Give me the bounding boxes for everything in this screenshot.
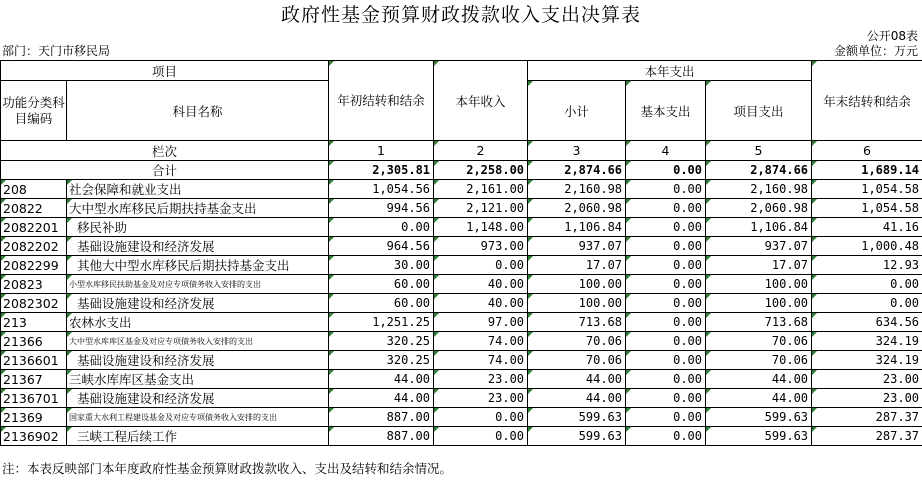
table-row xyxy=(1,389,922,408)
row-subject-name: 基础设施建设和经济发展 xyxy=(67,237,329,256)
row-value: 40.00 xyxy=(434,275,528,294)
row-value: 964.56 xyxy=(329,237,434,256)
row-value: 0.00 xyxy=(626,199,706,218)
row-value: 2,060.98 xyxy=(528,199,626,218)
row-value: 887.00 xyxy=(329,408,434,427)
row-value: 1,148.00 xyxy=(434,218,528,237)
row-code: 2136601 xyxy=(1,351,67,370)
row-value: 60.00 xyxy=(329,275,434,294)
row-value: 74.00 xyxy=(434,332,528,351)
column-number: 5 xyxy=(706,141,812,161)
header-subject-name: 科目名称 xyxy=(67,81,329,141)
row-code: 21369 xyxy=(1,408,67,427)
row-value: 994.56 xyxy=(329,199,434,218)
footer-note: 注：本表反映部门本年度政府性基金预算财政拨款收入、支出及结转和结余情况。 xyxy=(2,461,453,476)
header-subtotal: 小计 xyxy=(528,81,626,141)
row-subject-name: 基础设施建设和经济发展 xyxy=(67,389,329,408)
row-value: 1,000.48 xyxy=(812,237,922,256)
row-subject-name: 农林水支出 xyxy=(67,313,329,332)
row-code: 2082302 xyxy=(1,294,67,313)
row-value: 70.06 xyxy=(528,351,626,370)
row-value: 74.00 xyxy=(434,351,528,370)
total-value: 1,689.14 xyxy=(812,161,922,180)
row-code: 2136701 xyxy=(1,389,67,408)
row-value: 973.00 xyxy=(434,237,528,256)
total-value: 2,874.66 xyxy=(706,161,812,180)
row-value: 30.00 xyxy=(329,256,434,275)
row-value: 100.00 xyxy=(706,294,812,313)
row-value: 713.68 xyxy=(528,313,626,332)
row-subject-name: 三峡工程后续工作 xyxy=(67,427,329,446)
column-number: 1 xyxy=(329,141,434,161)
row-code: 208 xyxy=(1,180,67,199)
row-value: 0.00 xyxy=(626,332,706,351)
row-value: 0.00 xyxy=(626,294,706,313)
table-row xyxy=(1,237,922,256)
row-subject-name: 大中型水库库区基金及对应专项债务收入安排的支出 xyxy=(67,332,329,351)
row-value: 0.00 xyxy=(626,408,706,427)
row-value: 0.00 xyxy=(626,351,706,370)
row-value: 70.06 xyxy=(706,332,812,351)
row-value: 0.00 xyxy=(626,218,706,237)
row-value: 12.93 xyxy=(812,256,922,275)
column-number: 3 xyxy=(528,141,626,161)
row-subject-name: 大中型水库移民后期扶持基金支出 xyxy=(67,199,329,218)
row-value: 599.63 xyxy=(528,408,626,427)
row-value: 0.00 xyxy=(626,237,706,256)
row-value: 0.00 xyxy=(329,218,434,237)
header-income: 本年收入 xyxy=(434,61,528,141)
table-row xyxy=(1,427,922,446)
department-label: 部门：天门市移民局 xyxy=(2,44,111,58)
table-row xyxy=(1,332,922,351)
row-value: 41.16 xyxy=(812,218,922,237)
row-value: 70.06 xyxy=(528,332,626,351)
row-value: 0.00 xyxy=(434,408,528,427)
row-value: 44.00 xyxy=(528,370,626,389)
row-value: 0.00 xyxy=(626,180,706,199)
total-value: 0.00 xyxy=(626,161,706,180)
table-row xyxy=(1,408,922,427)
row-code: 2082201 xyxy=(1,218,67,237)
column-number: 4 xyxy=(626,141,706,161)
total-row xyxy=(1,161,922,180)
row-value: 100.00 xyxy=(528,294,626,313)
table-row xyxy=(1,256,922,275)
row-value: 0.00 xyxy=(626,275,706,294)
row-value: 44.00 xyxy=(528,389,626,408)
row-value: 0.00 xyxy=(626,389,706,408)
row-value: 60.00 xyxy=(329,294,434,313)
row-value: 0.00 xyxy=(626,313,706,332)
column-index-label: 栏次 xyxy=(1,141,329,161)
row-subject-name: 社会保障和就业支出 xyxy=(67,180,329,199)
finance-table xyxy=(0,60,922,446)
row-value: 287.37 xyxy=(812,408,922,427)
table-row xyxy=(1,294,922,313)
row-value: 0.00 xyxy=(812,294,922,313)
row-value: 0.00 xyxy=(434,427,528,446)
table-row xyxy=(1,199,922,218)
header-basic: 基本支出 xyxy=(626,81,706,141)
form-code: 公开08表 xyxy=(866,29,918,43)
header-beginning-balance: 年初结转和结余 xyxy=(329,61,434,141)
table-row xyxy=(1,370,922,389)
row-value: 23.00 xyxy=(812,370,922,389)
row-value: 324.19 xyxy=(812,351,922,370)
row-value: 17.07 xyxy=(706,256,812,275)
row-value: 44.00 xyxy=(329,370,434,389)
row-value: 324.19 xyxy=(812,332,922,351)
table-row xyxy=(1,351,922,370)
row-subject-name: 基础设施建设和经济发展 xyxy=(67,351,329,370)
row-value: 599.63 xyxy=(528,427,626,446)
row-value: 937.07 xyxy=(528,237,626,256)
row-value: 23.00 xyxy=(812,389,922,408)
row-code: 21366 xyxy=(1,332,67,351)
total-value: 2,305.81 xyxy=(329,161,434,180)
row-value: 1,106.84 xyxy=(706,218,812,237)
row-value: 23.00 xyxy=(434,370,528,389)
row-value: 2,160.98 xyxy=(706,180,812,199)
table-row xyxy=(1,313,922,332)
row-value: 1,054.58 xyxy=(812,180,922,199)
row-value: 2,060.98 xyxy=(706,199,812,218)
row-subject-name: 基础设施建设和经济发展 xyxy=(67,294,329,313)
row-value: 320.25 xyxy=(329,351,434,370)
row-code: 213 xyxy=(1,313,67,332)
table-row xyxy=(1,180,922,199)
column-number: 6 xyxy=(812,141,922,161)
row-code: 20822 xyxy=(1,199,67,218)
row-code: 21367 xyxy=(1,370,67,389)
row-value: 599.63 xyxy=(706,408,812,427)
row-value: 1,054.56 xyxy=(329,180,434,199)
row-value: 100.00 xyxy=(706,275,812,294)
header-expenditure-group: 本年支出 xyxy=(528,61,812,81)
data-rows xyxy=(1,180,922,446)
header-project: 项目支出 xyxy=(706,81,812,141)
row-code: 2136902 xyxy=(1,427,67,446)
row-subject-name: 移民补助 xyxy=(67,218,329,237)
row-value: 0.00 xyxy=(812,275,922,294)
row-value: 887.00 xyxy=(329,427,434,446)
table-row xyxy=(1,275,922,294)
row-code: 20823 xyxy=(1,275,67,294)
row-value: 1,251.25 xyxy=(329,313,434,332)
row-value: 1,054.58 xyxy=(812,199,922,218)
header-func-code: 功能分类科目编码 xyxy=(1,81,67,141)
unit-label: 金额单位：万元 xyxy=(833,44,918,58)
header-item: 项目 xyxy=(1,61,329,81)
row-subject-name: 国家重大水利工程建设基金及对应专项债务收入安排的支出 xyxy=(67,408,329,427)
row-subject-name: 三峡水库库区基金支出 xyxy=(67,370,329,389)
row-value: 0.00 xyxy=(434,256,528,275)
row-value: 2,161.00 xyxy=(434,180,528,199)
row-value: 2,121.00 xyxy=(434,199,528,218)
header-ending-balance: 年末结转和结余 xyxy=(812,61,922,141)
total-label: 合计 xyxy=(1,161,329,180)
row-value: 713.68 xyxy=(706,313,812,332)
row-value: 23.00 xyxy=(434,389,528,408)
row-subject-name: 其他大中型水库移民后期扶持基金支出 xyxy=(67,256,329,275)
table-row xyxy=(1,218,922,237)
row-value: 44.00 xyxy=(706,370,812,389)
row-value: 1,106.84 xyxy=(528,218,626,237)
row-value: 320.25 xyxy=(329,332,434,351)
row-value: 44.00 xyxy=(329,389,434,408)
row-value: 0.00 xyxy=(626,427,706,446)
row-value: 70.06 xyxy=(706,351,812,370)
row-value: 0.00 xyxy=(626,370,706,389)
row-value: 2,160.98 xyxy=(528,180,626,199)
row-value: 40.00 xyxy=(434,294,528,313)
row-value: 287.37 xyxy=(812,427,922,446)
row-code: 2082202 xyxy=(1,237,67,256)
row-value: 100.00 xyxy=(528,275,626,294)
report-title: 政府性基金预算财政拨款收入支出决算表 xyxy=(280,4,641,26)
row-value: 599.63 xyxy=(706,427,812,446)
row-code: 2082299 xyxy=(1,256,67,275)
total-value: 2,258.00 xyxy=(434,161,528,180)
row-value: 17.07 xyxy=(528,256,626,275)
row-subject-name: 小型水库移民扶助基金及对应专项债务收入安排的支出 xyxy=(67,275,329,294)
row-value: 0.00 xyxy=(626,256,706,275)
row-value: 634.56 xyxy=(812,313,922,332)
total-value: 2,874.66 xyxy=(528,161,626,180)
row-value: 937.07 xyxy=(706,237,812,256)
row-value: 97.00 xyxy=(434,313,528,332)
row-value: 44.00 xyxy=(706,389,812,408)
column-number: 2 xyxy=(434,141,528,161)
